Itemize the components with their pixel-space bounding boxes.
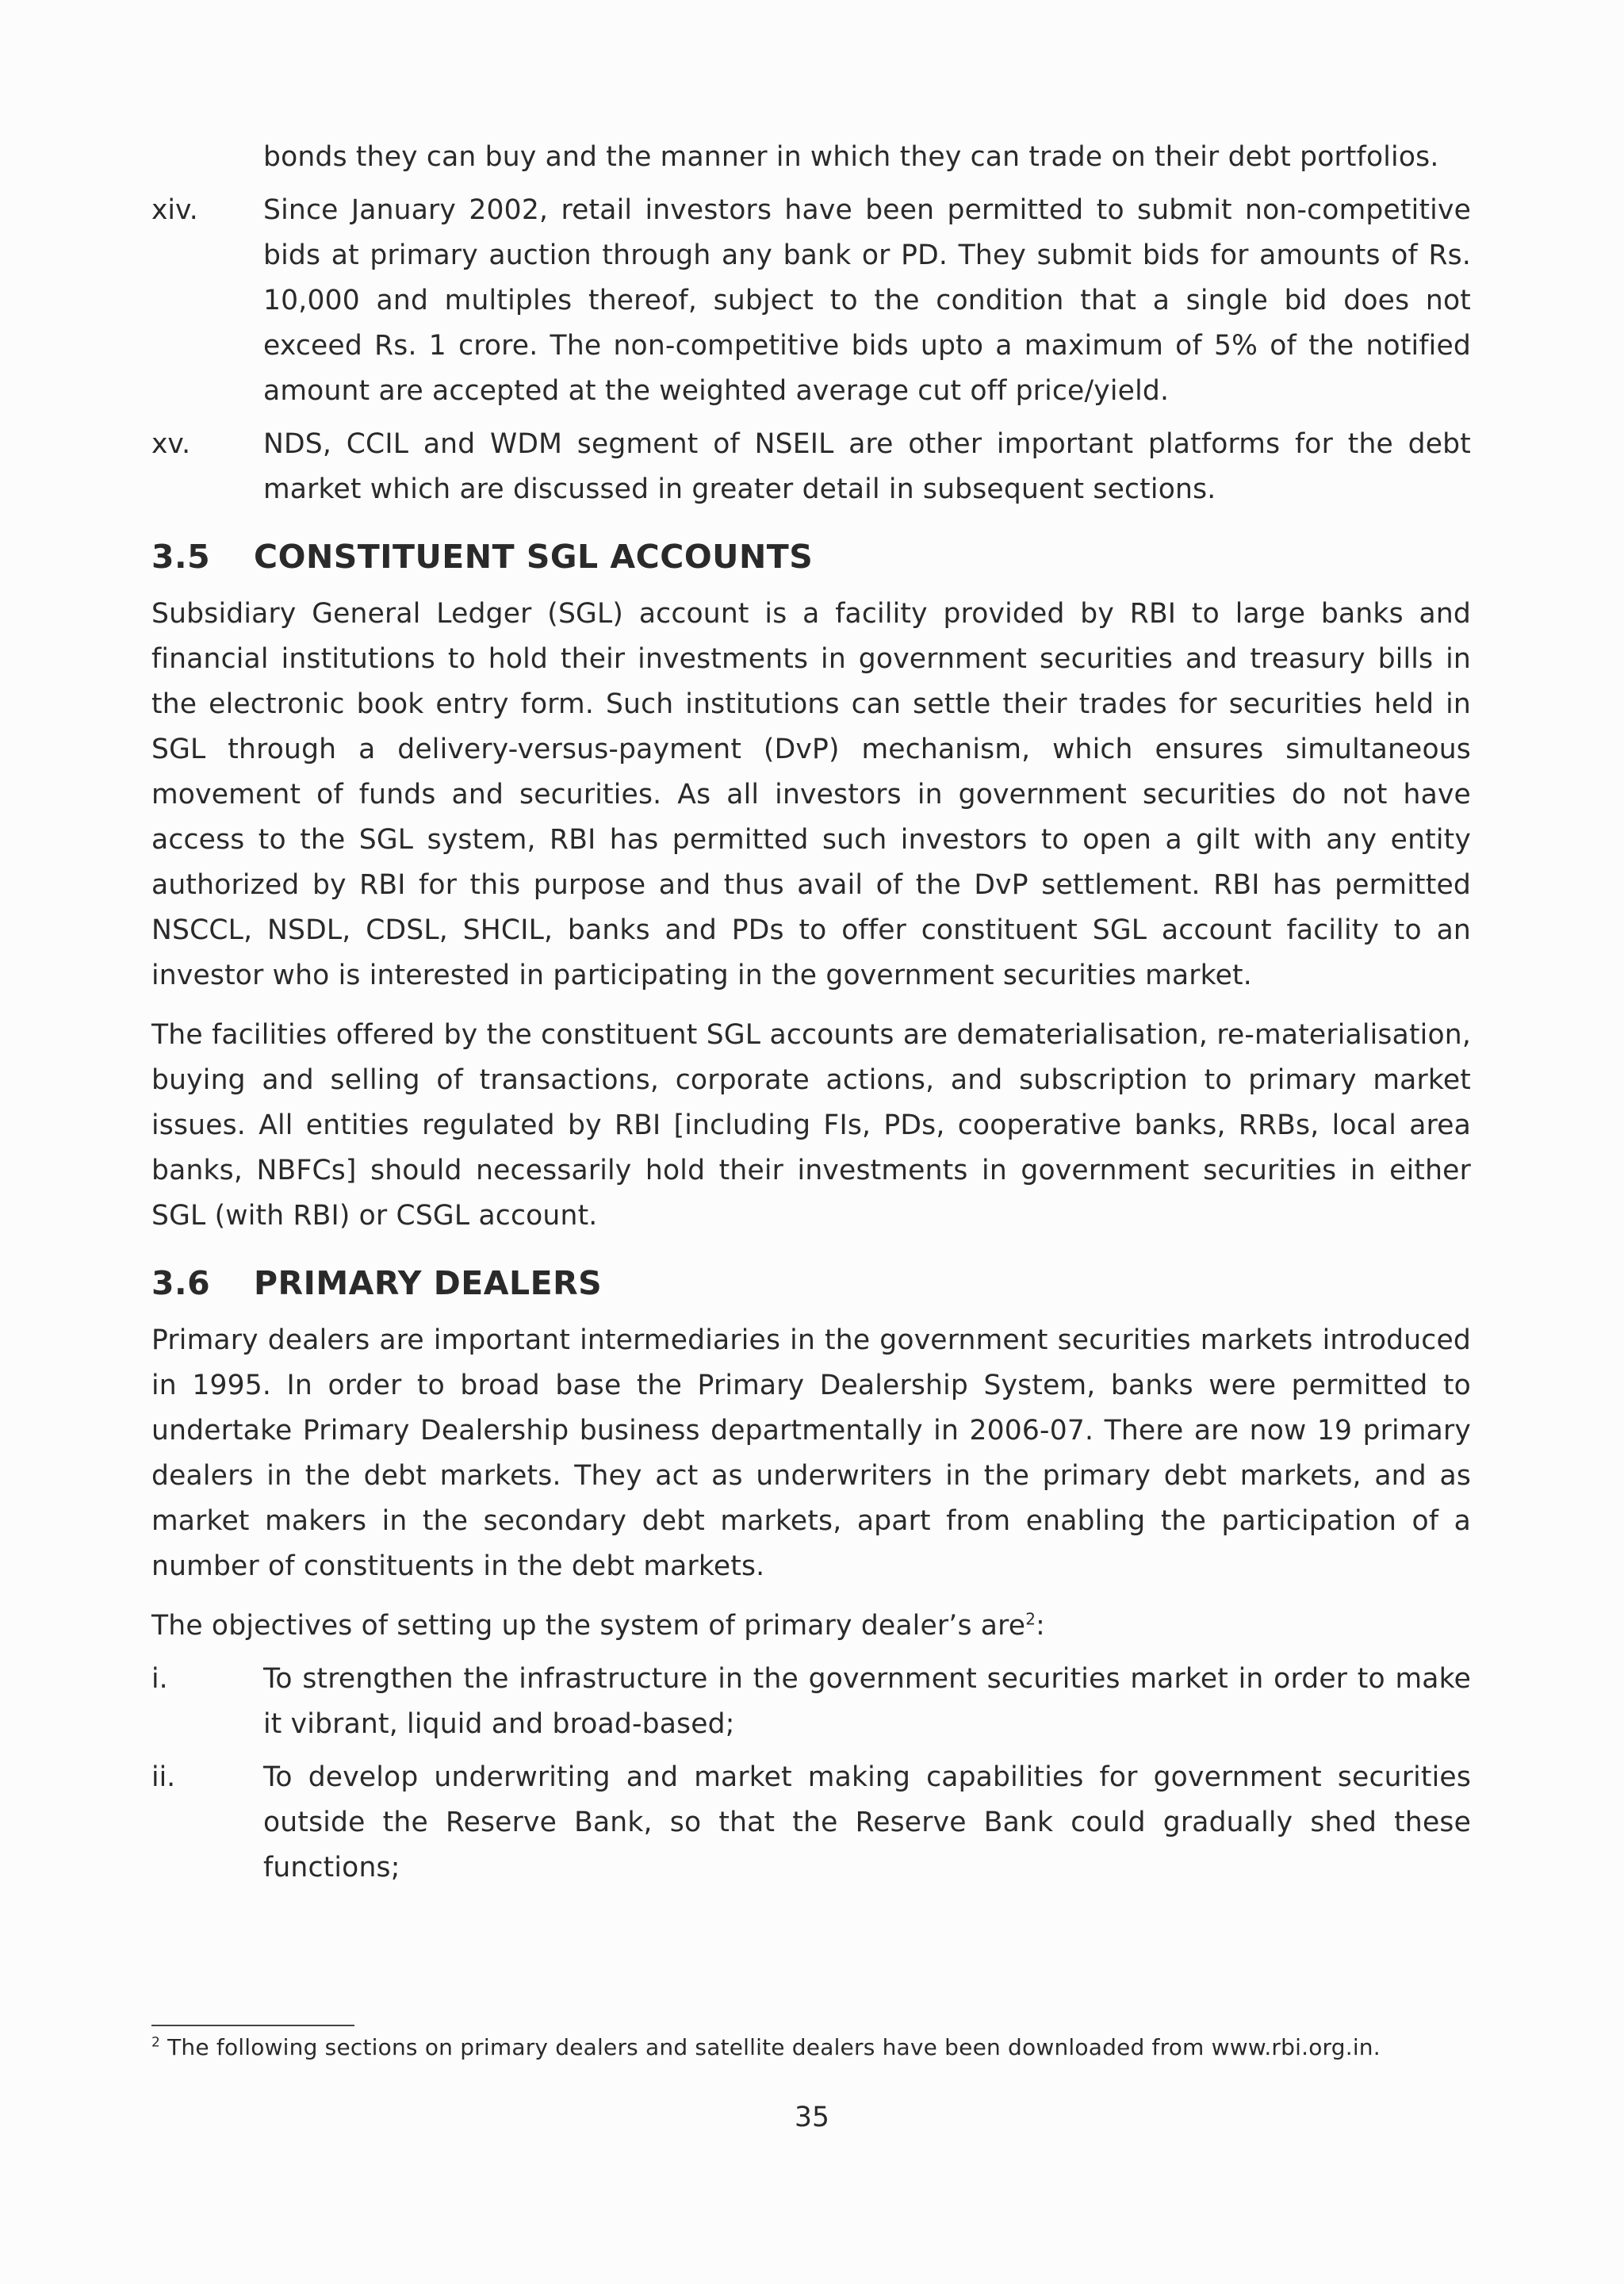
section-title: PRIMARY DEALERS	[254, 1264, 603, 1302]
list-item	[151, 1755, 1471, 1891]
list-item-text: To develop underwriting and market making capabilities for government securities outside the Reserve Bank, so that the Reserve Bank could gradually shed these functions;	[263, 1761, 1471, 1884]
page-number: 35	[795, 2102, 829, 2133]
footnote-text: The following sections on primary dealers and satellite dealers have been downloaded from www.rbi.org.in.	[160, 2034, 1381, 2060]
list-item	[151, 188, 1471, 414]
list-item-text: To strengthen the infrastructure in the government securities market in order to make it vibrant, liquid and broad-based;	[263, 1663, 1471, 1740]
footnote-divider	[151, 2025, 354, 2026]
list-item-number: xv.	[151, 428, 191, 460]
list-item-number: ii.	[151, 1761, 176, 1793]
list-item-text: NDS, CCIL and WDM segment of NSEIL are other important platforms for the debt market which are discussed in greater detail in subsequent sections.	[263, 428, 1471, 505]
footnote-marker: 2	[151, 2034, 161, 2051]
list-item-number: i.	[151, 1663, 168, 1695]
section-heading-3-6	[151, 1259, 1471, 1307]
list-item	[151, 422, 1471, 512]
objectives-intro-colon: :	[1036, 1610, 1045, 1642]
section-number: 3.6	[151, 1264, 211, 1302]
section-title: CONSTITUENT SGL ACCOUNTS	[254, 538, 814, 576]
section-number: 3.5	[151, 538, 211, 576]
footnote-reference: 2	[1025, 1609, 1036, 1629]
paragraph: Subsidiary General Ledger (SGL) account is a facility provided by RBI to large banks and financial institutions to hold their investments in government securities and treasury bills in the electronic book entry form. Such institutions can settle their trades for securities held in SGL through a delivery-versus-payment (DvP) mechanism, which ensures simultaneous movement of funds and securities. As all investors in government securities do not have access to the SGL system, RBI has permitted such investors to open a gilt with any entity authorized by RBI for this purpose and thus avail of the DvP settlement. RBI has permitted NSCCL, NSDL, CDSL, SHCIL, banks and PDs to offer constituent SGL account facility to an investor who is interested in participating in the government securities market.	[151, 598, 1471, 991]
section-heading-3-5	[151, 533, 1471, 581]
page-body	[151, 135, 1471, 1891]
list-item	[151, 1657, 1471, 1747]
paragraph: The facilities offered by the constituent SGL accounts are dematerialisation, re-materialisation, buying and selling of transactions, corporate actions, and subscription to primary market issues. All entities regulated by RBI [including FIs, PDs, cooperative banks, RRBs, local area banks, NBFCs] should necessarily hold their investments in government securities in either SGL (with RBI) or CSGL account.	[151, 1019, 1471, 1232]
objectives-intro-text: The objectives of setting up the system of primary dealer’s are	[151, 1610, 1026, 1642]
continuation-text: bonds they can buy and the manner in which they can trade on their debt portfolios.	[263, 141, 1439, 173]
paragraph: Primary dealers are important intermediaries in the government securities markets introduced in 1995. In order to broad base the Primary Dealership System, banks were permitted to undertake Primary Dealership business departmentally in 2006-07. There are now 19 primary dealers in the debt markets. They act as underwriters in the primary debt markets, and as market makers in the secondary debt markets, apart from enabling the participation of a number of constituents in the debt markets.	[151, 1324, 1471, 1582]
list-item-number: xiv.	[151, 194, 198, 226]
list-item-text: Since January 2002, retail investors have been permitted to submit non-competitive bids at primary auction through any bank or PD. They submit bids for amounts of Rs. 10,000 and multiples thereof, subject to the condition that a single bid does not exceed Rs. 1 crore. The non-competitive bids upto a maximum of 5% of the notified amount are accepted at the weighted average cut off price/yield.	[263, 194, 1471, 407]
objectives-intro	[151, 1604, 1471, 1649]
footnote	[151, 2030, 1471, 2065]
